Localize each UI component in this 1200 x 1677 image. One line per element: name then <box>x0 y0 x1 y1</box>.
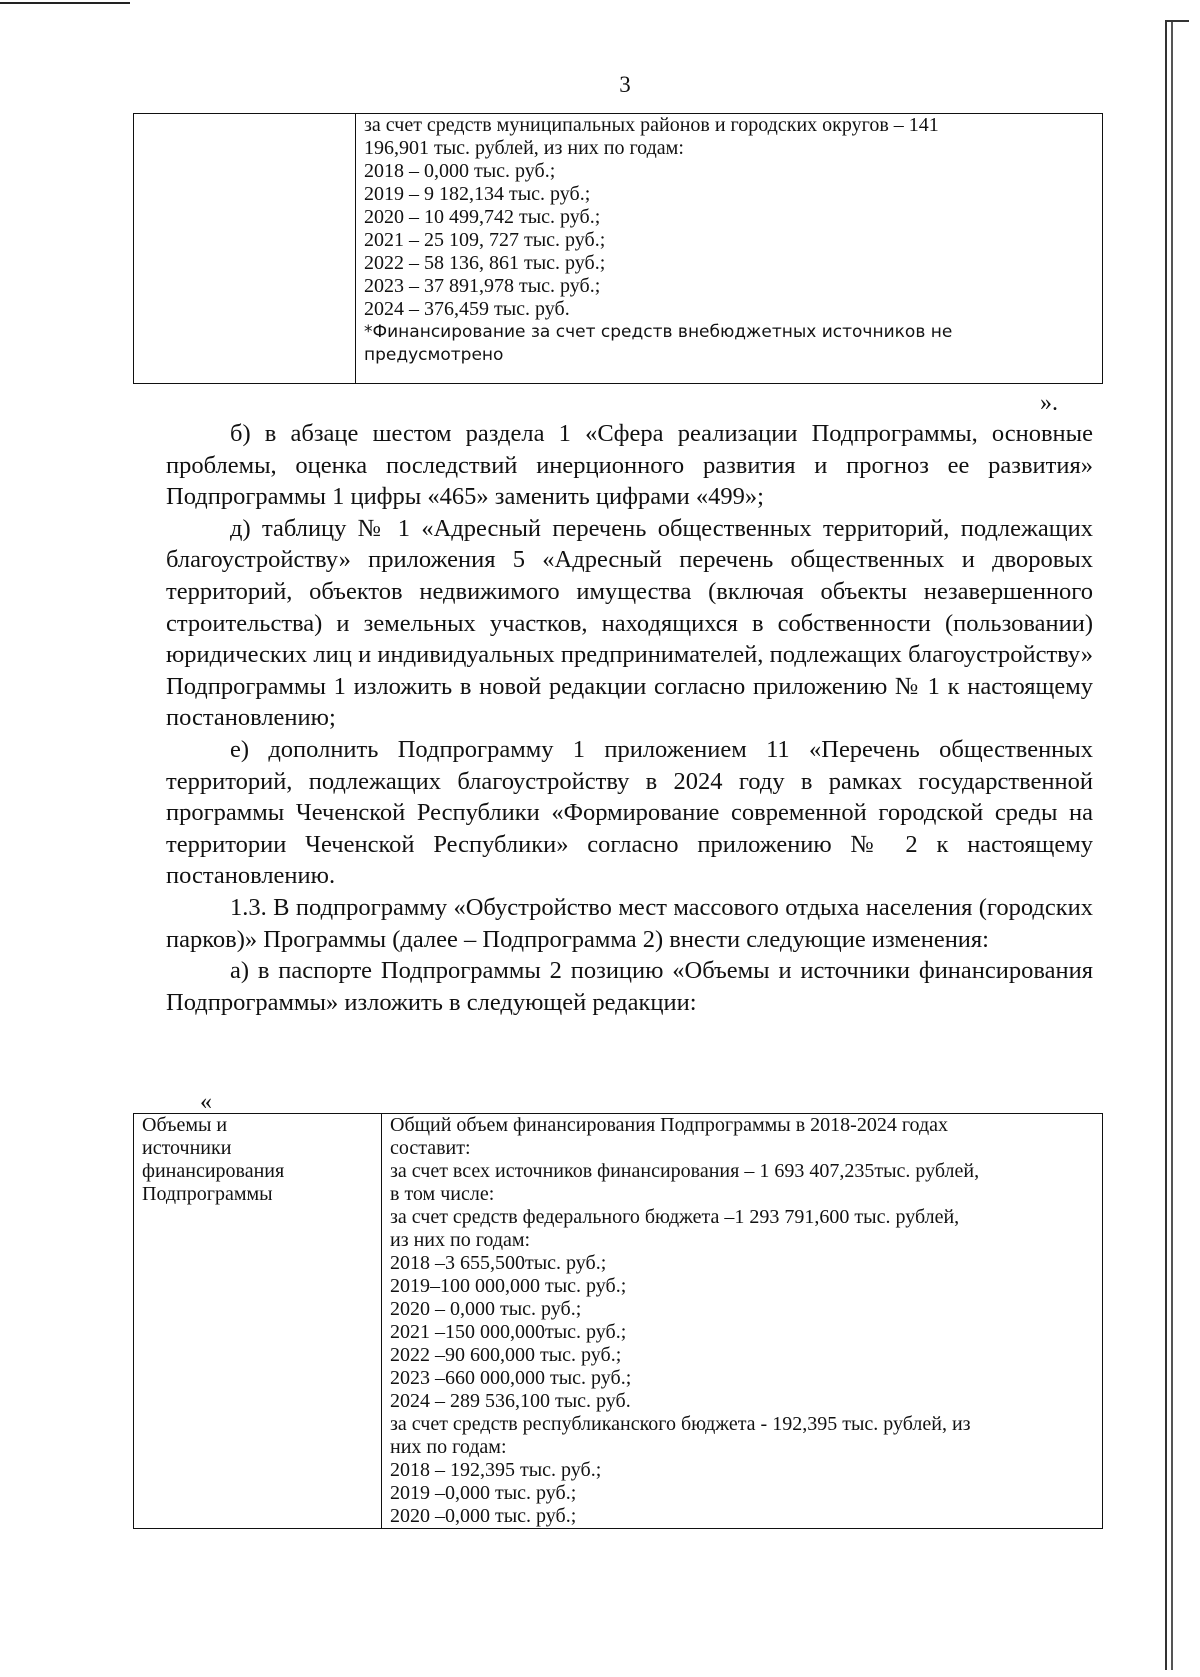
table-line: 2024 – 376,459 тыс. руб. <box>364 298 570 320</box>
table-line: 2019–100 000,000 тыс. руб.; <box>390 1275 627 1297</box>
table-line: 2018 – 192,395 тыс. руб.; <box>390 1459 602 1481</box>
table-line: за счет средств муниципальных районов и городских округов – 141 <box>364 114 939 136</box>
scan-edge-line <box>1165 20 1189 22</box>
table-line: 2019 –0,000 тыс. руб.; <box>390 1482 577 1504</box>
funding-table-continued <box>133 113 1103 384</box>
table-line: 2018 –3 655,500тыс. руб.; <box>390 1252 607 1274</box>
paragraph: б) в абзаце шестом раздела 1 «Сфера реализации Подпрограммы, основные проблемы, оценка последствий инерционного развития и прогноз ее развития» Подпрограммы 1 цифры «465» заменить цифрами «499»; <box>166 420 1093 511</box>
table-line: за счет средств республиканского бюджета - 192,395 тыс. рублей, из <box>390 1413 971 1435</box>
table-line: источники <box>142 1137 232 1159</box>
funding-table <box>133 1113 1103 1529</box>
paragraph: 1.3. В подпрограмму «Обустройство мест массового отдыха населения (городских парков)» Программы (далее – Подпрограмма 2) внести следующие изменения: <box>166 893 1093 953</box>
table-line: составит: <box>390 1137 471 1159</box>
scan-edge-line <box>0 2 130 4</box>
table-line: 2022 – 58 136, 861 тыс. руб.; <box>364 252 606 274</box>
scan-edge-line <box>1171 20 1173 1670</box>
table-line: 2022 –90 600,000 тыс. руб.; <box>390 1344 622 1366</box>
table-line: финансирования <box>142 1160 285 1182</box>
paragraph: а) в паспорте Подпрограммы 2 позицию «Объемы и источники финансирования Подпрограммы» изложить в следующей редакции: <box>166 957 1093 1016</box>
table-line: за счет средств федерального бюджета –1 293 791,600 тыс. рублей, <box>390 1206 960 1228</box>
table-note-line: предусмотрено <box>364 345 504 365</box>
table-left-cell <box>134 114 356 384</box>
table-line: из них по годам: <box>390 1229 531 1251</box>
table-line: 2020 – 10 499,742 тыс. руб.; <box>364 206 601 228</box>
opening-quote: « <box>200 1089 212 1115</box>
table-line: них по годам: <box>390 1436 507 1458</box>
table-line: 2020 –0,000 тыс. руб.; <box>390 1505 577 1527</box>
table-line: 196,901 тыс. рублей, из них по годам: <box>364 137 684 159</box>
table-right-cell <box>382 1114 1103 1529</box>
table-line: Объемы и <box>142 1114 228 1136</box>
table-right-cell <box>356 114 1103 384</box>
table-line: 2018 – 0,000 тыс. руб.; <box>364 160 556 182</box>
table-left-cell <box>134 1114 382 1529</box>
page-number: 3 <box>619 72 631 97</box>
table-line: в том числе: <box>390 1183 495 1205</box>
scan-edge-line <box>1165 20 1167 1670</box>
document-body <box>166 418 1093 1018</box>
table-line: 2024 – 289 536,100 тыс. руб. <box>390 1390 631 1412</box>
table-line: 2021 –150 000,000тыс. руб.; <box>390 1321 627 1343</box>
paragraph: е) дополнить Подпрограмму 1 приложением 11 «Перечень общественных территорий, подлежащих благоустройству в 2024 году в рамках государственной программы Чеченской Республики «Формирование современной городской среды на территории Чеченской Республики» согласно приложению № 2 к настоящему постановлению. <box>166 735 1093 890</box>
table-line: 2020 – 0,000 тыс. руб.; <box>390 1298 582 1320</box>
table-line: Подпрограммы <box>142 1183 273 1205</box>
table-line: 2023 –660 000,000 тыс. руб.; <box>390 1367 632 1389</box>
table-line: 2023 – 37 891,978 тыс. руб.; <box>364 275 601 297</box>
table-line: 2019 – 9 182,134 тыс. руб.; <box>364 183 591 205</box>
table-line: 2021 – 25 109, 727 тыс. руб.; <box>364 229 606 251</box>
paragraph: д) таблицу № 1 «Адресный перечень общественных территорий, подлежащих благоустройству» приложения 5 «Адресный перечень общественных и дворовых территорий, объектов недвижимого имущества (включая объекты незавершенного строительства) и земельных участков, находящихся в собственности (пользовании) юридических лиц и индивидуальных предпринимателей, подлежащих благоустройству» Подпрограммы 1 изложить в новой редакции согласно приложению № 1 к настоящему постановлению; <box>166 514 1093 732</box>
table-note-line: *Финансирование за счет средств внебюджетных источников не <box>364 322 953 342</box>
closing-quote: ». <box>1040 390 1058 416</box>
table-line: за счет всех источников финансирования – 1 693 407,235тыс. рублей, <box>390 1160 980 1182</box>
table-line: Общий объем финансирования Подпрограммы в 2018-2024 годах <box>390 1114 949 1136</box>
